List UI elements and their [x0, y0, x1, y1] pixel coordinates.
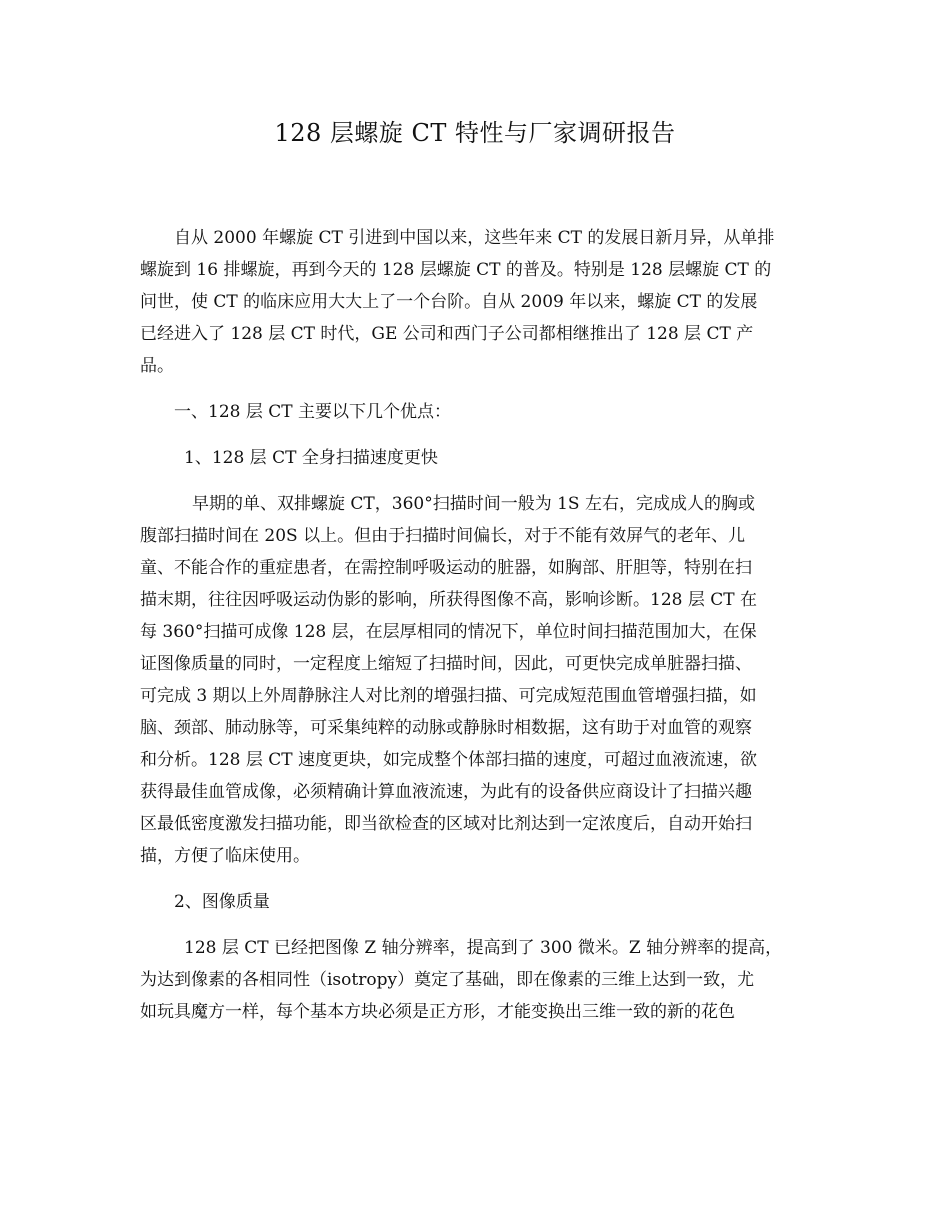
text-line: 如玩具魔方一样，每个基本方块必须是正方形，才能变换出三维一致的新的花色	[140, 1002, 735, 1022]
text-line: 问世，使 CT 的临床应用大大上了一个台阶。自从 2009 年以来，螺旋 CT 的发展	[140, 292, 758, 312]
text-line: 脑、颈部、肺动脉等，可采集纯粹的动脉或静脉时相数据，这有助于对血管的观察	[140, 718, 752, 738]
document-body	[140, 222, 820, 1028]
paragraph-gap	[140, 474, 820, 488]
text-line: 腹部扫描时间在 20S 以上。但由于扫描时间偏长，对于不能有效屏气的老年、儿	[140, 526, 746, 546]
text-line: 一、128 层 CT 主要以下几个优点：	[174, 402, 452, 422]
text-line: 品。	[140, 356, 174, 376]
paragraph-heading-advantages	[140, 396, 820, 428]
text-line: 获得最佳血管成像，必须精确计算血液流速，为此有的设备供应商设计了扫描兴趣	[140, 782, 752, 802]
paragraph-heading-speed	[140, 442, 820, 474]
text-line: 描末期，往往因呼吸运动伪影的影响，所获得图像不高，影响诊断。128 层 CT 在	[140, 590, 758, 610]
text-line: 早期的单、双排螺旋 CT，360°扫描时间一般为 1S 左右，完成成人的胸或	[192, 494, 755, 514]
text-line: 童、不能合作的重症患者，在需控制呼吸运动的脏器，如胸部、肝胆等，特别在扫	[140, 558, 752, 578]
document-title: 128 层螺旋 CT 特性与厂家调研报告	[274, 119, 676, 147]
text-line: 区最低密度激发扫描功能，即当欲检查的区域对比剂达到一定浓度后，自动开始扫	[140, 814, 752, 834]
text-line: 证图像质量的同时，一定程度上缩短了扫描时间，因此，可更快完成单脏器扫描、	[140, 654, 752, 674]
paragraph-gap	[140, 382, 820, 396]
paragraph-gap	[140, 918, 820, 932]
paragraph-quality-body	[140, 932, 820, 1028]
paragraph-intro	[140, 222, 820, 382]
text-line: 每 360°扫描可成像 128 层，在层厚相同的情况下，单位时间扫描范围加大，在保	[140, 622, 757, 642]
text-line: 螺旋到 16 排螺旋，再到今天的 128 层螺旋 CT 的普及。特别是 128 层螺旋 CT 的	[140, 260, 772, 280]
paragraph-gap	[140, 872, 820, 886]
paragraph-heading-quality	[140, 886, 820, 918]
text-line: 2、图像质量	[174, 892, 270, 912]
text-line: 为达到像素的各相同性（isotropy）奠定了基础，即在像素的三维上达到一致，尤	[140, 970, 755, 990]
text-line: 和分析。128 层 CT 速度更块，如完成整个体部扫描的速度，可超过血液流速，欲	[140, 750, 758, 770]
text-line: 已经进入了 128 层 CT 时代，GE 公司和西门子公司都相继推出了 128 层 CT 产	[140, 324, 754, 344]
paragraph-speed-body	[140, 488, 820, 872]
text-line: 描，方便了临床使用。	[140, 846, 310, 866]
text-line: 自从 2000 年螺旋 CT 引进到中国以来，这些年来 CT 的发展日新月异，从单排	[174, 228, 775, 248]
text-line: 128 层 CT 已经把图像 Z 轴分辨率，提高到了 300 微米。Z 轴分辨率的提高，	[184, 938, 783, 958]
text-line: 可完成 3 期以上外周静脉注人对比剂的增强扫描、可完成短范围血管增强扫描，如	[140, 686, 757, 706]
text-line: 1、128 层 CT 全身扫描速度更快	[184, 448, 438, 468]
paragraph-gap	[140, 428, 820, 442]
